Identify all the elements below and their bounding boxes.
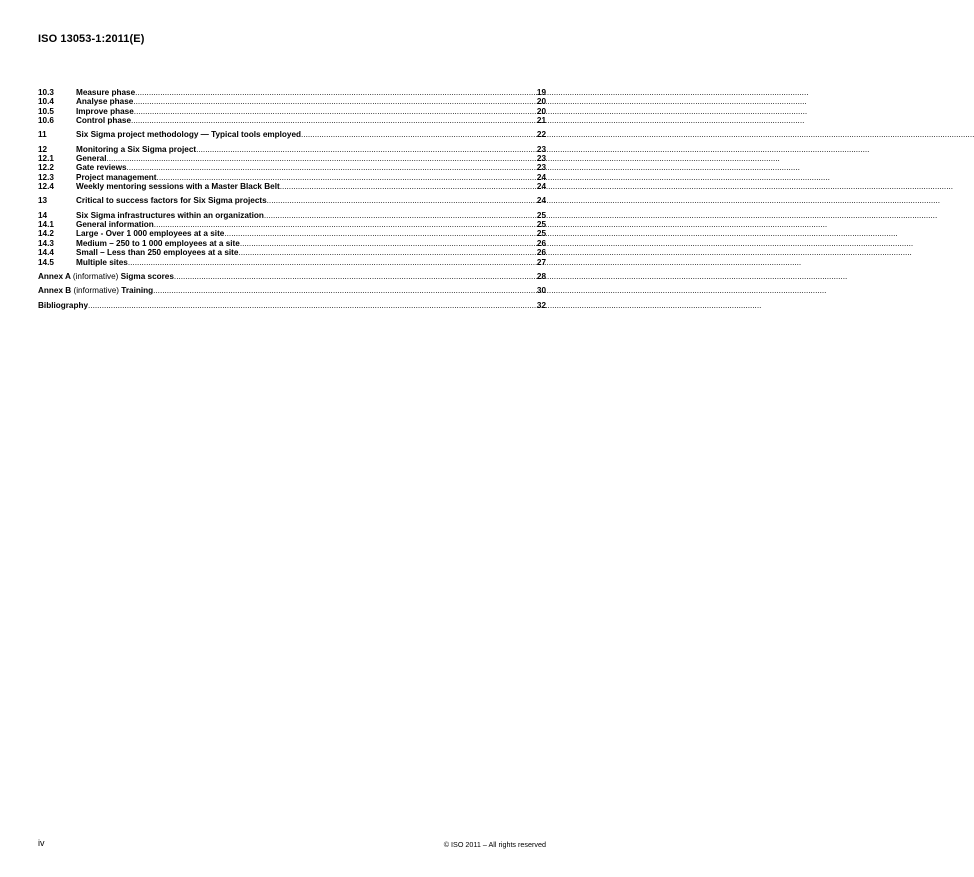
annex-kind: (informative)	[73, 286, 119, 296]
toc-entry-title: Analyse phase	[76, 97, 134, 107]
toc-entry-page: 26	[536, 248, 546, 258]
dot-leader	[107, 154, 537, 163]
annex-title: Sigma scores	[120, 271, 174, 281]
toc-entry-page: 20	[536, 97, 546, 107]
toc-entry-number: 14.3	[38, 238, 54, 248]
bibliography-page: 32	[536, 300, 546, 310]
toc-entry-page: 24	[536, 182, 546, 192]
toc-entry-title: Six Sigma infrastructures within an organization	[76, 210, 264, 220]
toc-entry-title: Medium – 250 to 1 000 employees at a site	[76, 238, 240, 248]
toc-entry-page: 27	[536, 257, 546, 267]
toc-entry[interactable]	[38, 145, 546, 154]
dot-leader	[133, 97, 537, 106]
copyright-notice: © ISO 2011 – All rights reserved	[443, 840, 546, 849]
toc-entry-page: 25	[536, 220, 546, 230]
toc-entry[interactable]	[38, 239, 546, 248]
toc-entry-number: 14.4	[38, 248, 54, 258]
toc-entry-title: Monitoring a Six Sigma project	[76, 144, 197, 154]
toc-entry-page: 23	[536, 154, 546, 164]
toc-annex-page: 30	[536, 286, 546, 296]
toc-entry[interactable]	[38, 229, 546, 238]
dot-leader	[264, 211, 537, 220]
toc-entry-page: 24	[536, 172, 546, 182]
toc-entry-title: Measure phase	[76, 88, 136, 97]
toc-entry-title: Control phase	[76, 116, 132, 126]
dot-leader	[134, 107, 537, 116]
toc-entry-page: 25	[536, 229, 546, 239]
dot-leader	[135, 88, 537, 97]
toc-entry-number: 10.4	[38, 97, 54, 107]
dot-leader	[196, 145, 537, 154]
toc-entry-number: 14.5	[38, 257, 54, 267]
toc-bibliography-entry[interactable]	[38, 301, 546, 310]
toc-annex-page: 28	[536, 271, 546, 281]
toc-entry-title: Project management	[76, 172, 157, 182]
toc-entry-number: 14	[38, 210, 48, 220]
toc-entry-number: 10.3	[38, 88, 54, 97]
toc-entry-title: General	[76, 154, 107, 164]
toc-entry[interactable]	[38, 173, 546, 182]
toc-entry-title: Small – Less than 250 employees at a site	[76, 248, 239, 258]
toc-entry-title: Large - Over 1 000 employees at a site	[76, 229, 225, 239]
toc-entry-title: Six Sigma project methodology — Typical tools employed	[76, 130, 302, 140]
dot-leader	[127, 163, 537, 172]
toc-entry[interactable]	[38, 258, 546, 267]
toc-entry-page: 21	[536, 116, 546, 126]
toc-entry-number: 14.2	[38, 229, 54, 239]
toc-entry-number: 12	[38, 144, 48, 154]
toc-entry[interactable]	[38, 163, 546, 172]
page-number: iv	[38, 838, 45, 848]
toc-entry-title: Weekly mentoring sessions with a Master Black Belt	[76, 182, 280, 192]
toc-annex-entry[interactable]	[38, 272, 546, 281]
table-of-contents	[38, 88, 546, 310]
toc-entry-page: 19	[536, 88, 546, 97]
toc-entry[interactable]	[38, 248, 546, 257]
toc-entry-number: 13	[38, 196, 48, 206]
toc-entry-page: 20	[536, 106, 546, 116]
dot-leader	[301, 130, 537, 139]
toc-entry[interactable]	[38, 88, 546, 97]
toc-entry-number: 12.4	[38, 182, 54, 192]
bibliography-title: Bibliography	[38, 300, 89, 310]
toc-entry-number: 11	[38, 130, 47, 140]
toc-entry[interactable]	[38, 182, 546, 191]
dot-leader	[153, 286, 537, 295]
toc-entry[interactable]	[38, 116, 546, 125]
dot-leader	[240, 239, 537, 248]
toc-entry-title: Improve phase	[76, 106, 134, 116]
toc-entry-number: 12.3	[38, 172, 54, 182]
toc-annex-title	[38, 272, 174, 281]
dot-leader	[238, 248, 536, 257]
toc-entry-number: 10.5	[38, 106, 54, 116]
toc-annex-entry[interactable]	[38, 286, 546, 295]
annex-label: Annex A	[38, 271, 71, 281]
dot-leader	[154, 220, 537, 229]
toc-entry-number: 10.6	[38, 116, 54, 126]
annex-kind: (informative)	[72, 271, 119, 281]
toc-entry-page: 25	[536, 210, 546, 220]
dot-leader	[174, 272, 537, 281]
dot-leader	[131, 116, 537, 125]
toc-entry-title: Gate reviews	[76, 163, 127, 173]
annex-label: Annex B	[38, 286, 72, 296]
toc-entry-number: 12.2	[38, 163, 54, 173]
toc-entry-page: 23	[536, 144, 546, 154]
toc-entry-page: 23	[536, 163, 546, 173]
toc-entry[interactable]	[38, 107, 546, 116]
toc-entry-page: 22	[536, 130, 546, 140]
toc-entry[interactable]	[38, 97, 546, 106]
dot-leader	[128, 258, 537, 267]
annex-title: Training	[121, 286, 154, 296]
dot-leader	[224, 229, 537, 238]
toc-annex-title	[38, 286, 153, 295]
toc-entry-title: Multiple sites	[76, 257, 128, 267]
toc-entry-page: 24	[536, 196, 546, 206]
toc-entry-title: Critical to success factors for Six Sigma projects	[76, 196, 267, 206]
dot-leader	[88, 301, 537, 310]
toc-entry[interactable]	[38, 211, 546, 220]
toc-entry-page: 26	[536, 238, 546, 248]
document-header: ISO 13053-1:2011(E)	[38, 33, 145, 45]
toc-entry[interactable]	[38, 130, 546, 139]
dot-leader	[267, 196, 537, 205]
toc-entry[interactable]	[38, 220, 546, 229]
toc-entry[interactable]	[38, 154, 546, 163]
toc-entry-number: 12.1	[38, 154, 54, 164]
toc-entry-title: General information	[76, 220, 154, 230]
dot-leader	[280, 182, 537, 191]
toc-entry[interactable]	[38, 196, 546, 205]
toc-entry-number: 14.1	[38, 220, 54, 230]
dot-leader	[157, 173, 537, 182]
